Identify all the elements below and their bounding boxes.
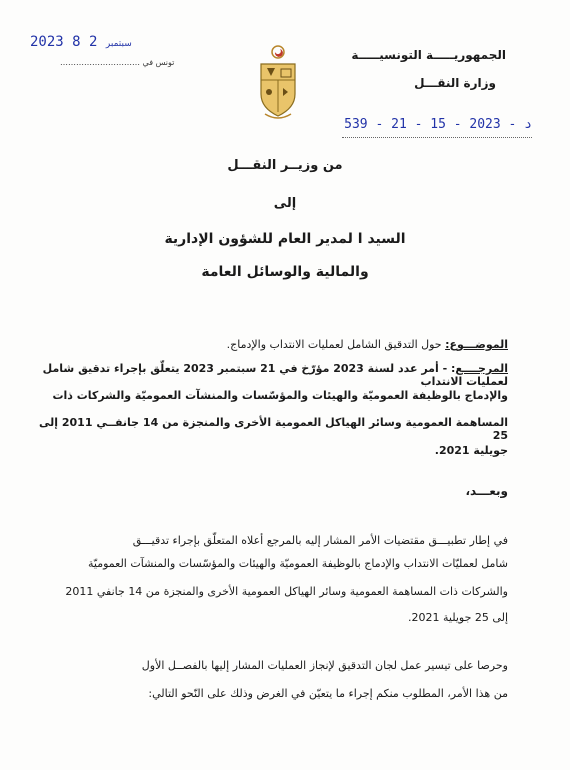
reference-line-4: جويلية 2021. [434, 444, 508, 457]
greeting: وبعـــد، [465, 484, 508, 498]
sender-line: من وزيــر النقـــل [227, 158, 343, 173]
date-dots: ………………………… [60, 58, 140, 67]
received-date-stamp [30, 34, 132, 50]
recipient-line-2: والمالية والوسائل العامة [201, 264, 369, 280]
subject-text: حول التدقيق الشامل لعمليات الانتداب والإدماج. [226, 338, 446, 351]
reference-line-1 [28, 362, 508, 388]
paragraph-1-line-4: إلى 25 جويلية 2021. [408, 611, 508, 624]
reference-label: المرجــــع [455, 362, 508, 375]
stamp-day: 2 8 [72, 34, 98, 50]
tunisia-coat-of-arms-icon [255, 42, 301, 122]
stamp-year: 2023 [30, 34, 64, 50]
ministry-name: وزارة النقـــل [414, 76, 496, 90]
place-date-line [60, 58, 174, 67]
to-line: إلى [273, 196, 297, 211]
paragraph-1-line-3: والشركات ذات المساهمة العمومية وسائر الهياكل العمومية الأخرى والمنجزة من 14 جانفي 2011 [65, 585, 508, 598]
stamp-month: سبتمبر [105, 39, 132, 49]
recipient-line-1: السيد ا لمدير العام للشؤون الإدارية [164, 231, 406, 247]
paragraph-2-line-2: من هذا الأمر، المطلوب منكم إجراء ما يتعيّن في الغرض وذلك على النّحو التالي: [148, 687, 508, 700]
reference-number: 539 - 21 - 15 - 2023 - د [342, 117, 532, 138]
reference-line-3: المساهمة العمومية وسائر الهياكل العمومية الأخرى والمنجزة من 14 جانفــي 2011 إلى 25 [39, 416, 508, 443]
subject-line [48, 338, 508, 351]
republic-title: الجمهوريـــــة التونسيـــــة [351, 48, 506, 62]
subject-label: الموضـــوع: [445, 338, 508, 351]
paragraph-1-line-1: في إطار تطبيـــق مقتضيات الأمر المشار إليه بالمرجع أعلاه المتعلّق بإجراء تدقيـــق [132, 534, 508, 547]
reference-line-2: والإدماج بالوظيفة العموميّة والهيئات والمؤسّسات والمنشآت العموميّة والشركات ذات [52, 389, 508, 402]
reference-text-1: : - أمر عدد لسنة 2023 مؤرّخ في 21 سبتمبر 2023 يتعلّق بإجراء تدقيق شامل لعمليات الانتداب [42, 362, 508, 389]
paragraph-1-line-2: شامل لعمليّات الانتداب والإدماج بالوظيفة العموميّة والهيئات والمؤسّسات والمنشآت العموميّة [88, 557, 508, 570]
paragraph-2-line-1: وحرصا على تيسير عمل لجان التدقيق لإنجاز العمليات المشار إليها بالفصــل الأول [141, 659, 508, 672]
place-label: تونس في [142, 58, 175, 67]
